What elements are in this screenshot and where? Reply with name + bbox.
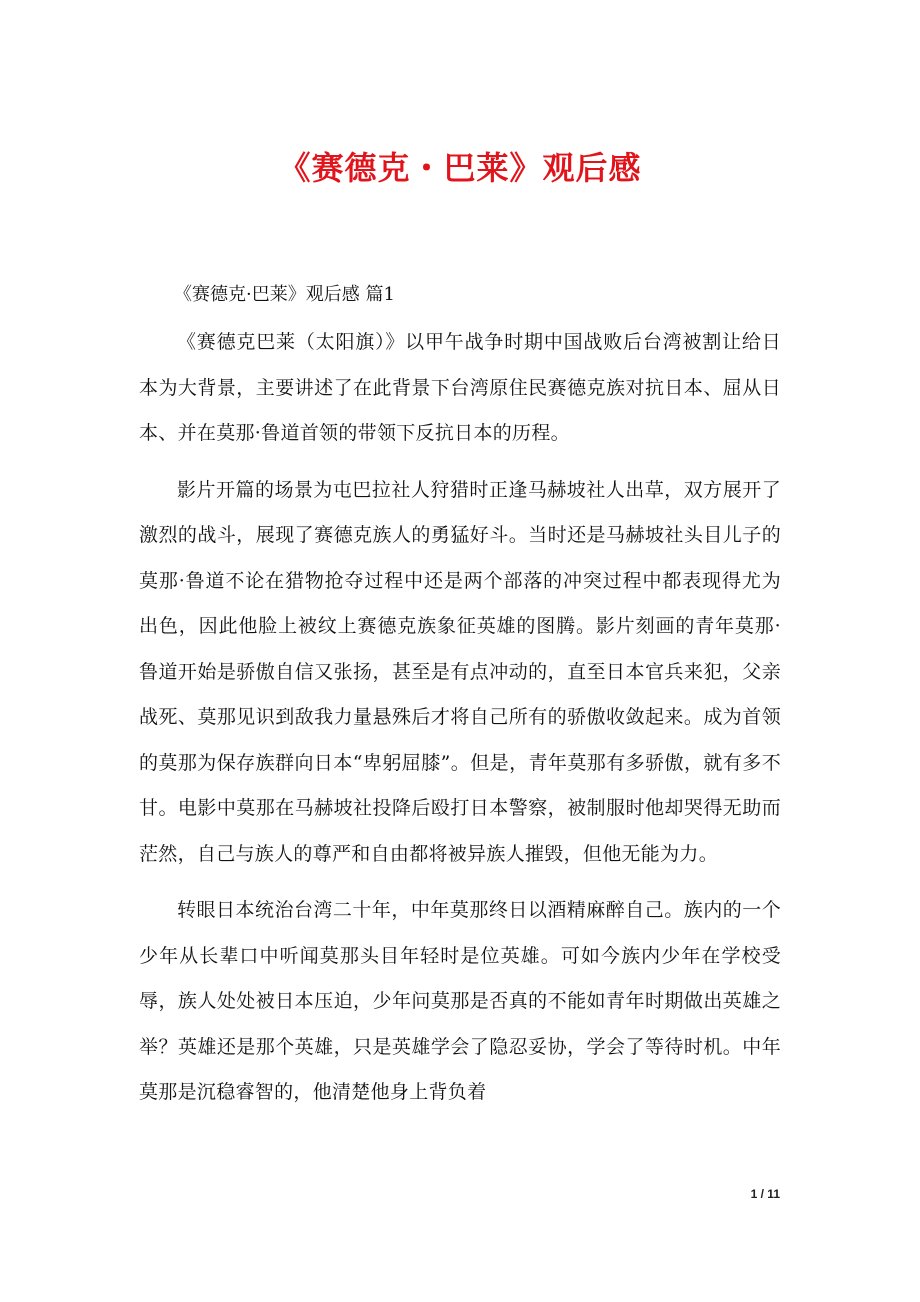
paragraph-3: 转眼日本统治台湾二十年，中年莫那终日以酒精麻醉自己。族内的一个少年从长辈口中听闻莫那头目年轻时是位英雄。可如今族内少年在学校受辱，族人处处被日本压迫，少年问莫那是否真的不能如青年时期做出英雄之举？英雄还是那个英雄，只是英雄学会了隐忍妥协，学会了等待时机。中年莫那是沉稳睿智的，他清楚他身上背负着	[139, 899, 781, 1103]
document-body	[139, 275, 781, 1116]
section-heading: 《赛德克·巴莱》观后感 篇1	[174, 284, 395, 305]
paragraph-2: 影片开篇的场景为屯巴拉社人狩猎时正逢马赫坡社人出草，双方展开了激烈的战斗，展现了赛德克族人的勇猛好斗。当时还是马赫坡社头目儿子的莫那·鲁道不论在猎物抢夺过程中还是两个部落的冲突过程中都表现得尤为出色，因此他脸上被纹上赛德克族象征英雄的图腾。影片刻画的青年莫那·鲁道开始是骄傲自信又张扬，甚至是有点冲动的，直至日本官兵来犯，父亲战死、莫那见识到敌我力量悬殊后才将自己所有的骄傲收敛起来。成为首领的莫那为保存族群向日本“卑躬屈膝”。但是，青年莫那有多骄傲，就有多不甘。电影中莫那在马赫坡社投降后殴打日本警察，被制服时他却哭得无助而茫然，自己与族人的尊严和自由都将被异族人摧毁，但他无能为力。	[139, 478, 781, 865]
paragraph-1: 《赛德克巴莱（太阳旗）》以甲午战争时期中国战败后台湾被割让给日本为大背景，主要讲述了在此背景下台湾原住民赛德克族对抗日本、屈从日本、并在莫那·鲁道首领的带领下反抗日本的历程。	[139, 331, 781, 444]
document-title: 《赛德克・巴莱》观后感	[278, 149, 642, 187]
page-number: 1 / 11	[750, 1187, 780, 1201]
